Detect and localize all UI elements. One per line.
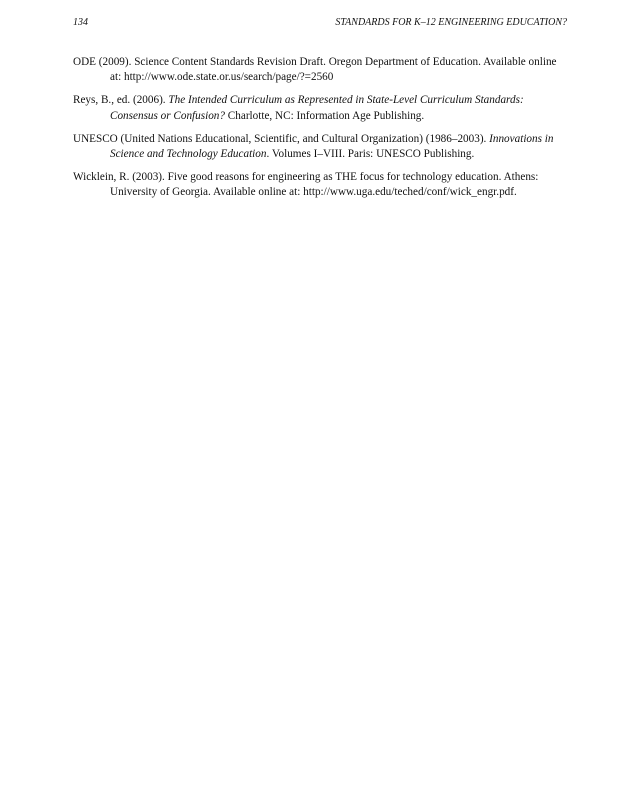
reference-author-year: Reys, B., ed. (2006). — [73, 94, 169, 107]
reference-text: ODE (2009). Science Content Standards Revision Draft. Oregon Department of Education. Available online at: http://www.ode.state.or.us/search/page/?=2560 — [73, 56, 557, 84]
reference-entry — [73, 93, 567, 123]
reference-author-year: UNESCO (United Nations Educational, Scientific, and Cultural Organization) (1986–2003). — [73, 132, 490, 145]
reference-list — [73, 55, 567, 209]
running-title: STANDARDS FOR K–12 ENGINEERING EDUCATION? — [335, 17, 567, 28]
reference-publisher: Charlotte, NC: Information Age Publishing. — [225, 109, 425, 122]
reference-publisher: . Volumes I–VIII. Paris: UNESCO Publishing. — [266, 148, 475, 161]
reference-entry — [73, 170, 567, 200]
reference-title: The Intended Curriculum as Represented in State-Level Curriculum Standards: Consensus or Confusion? — [110, 94, 524, 122]
reference-entry — [73, 55, 567, 85]
reference-text: Wicklein, R. (2003). Five good reasons for engineering as THE focus for technology education. Athens: University of Georgia. Available online at: http://www.uga.edu/teched/conf/wick_engr.pdf. — [73, 171, 539, 199]
reference-entry — [73, 132, 567, 162]
reference-title: Innovations in Science and Technology Education — [110, 132, 554, 161]
page-number: 134 — [73, 17, 88, 28]
running-header — [73, 15, 567, 31]
